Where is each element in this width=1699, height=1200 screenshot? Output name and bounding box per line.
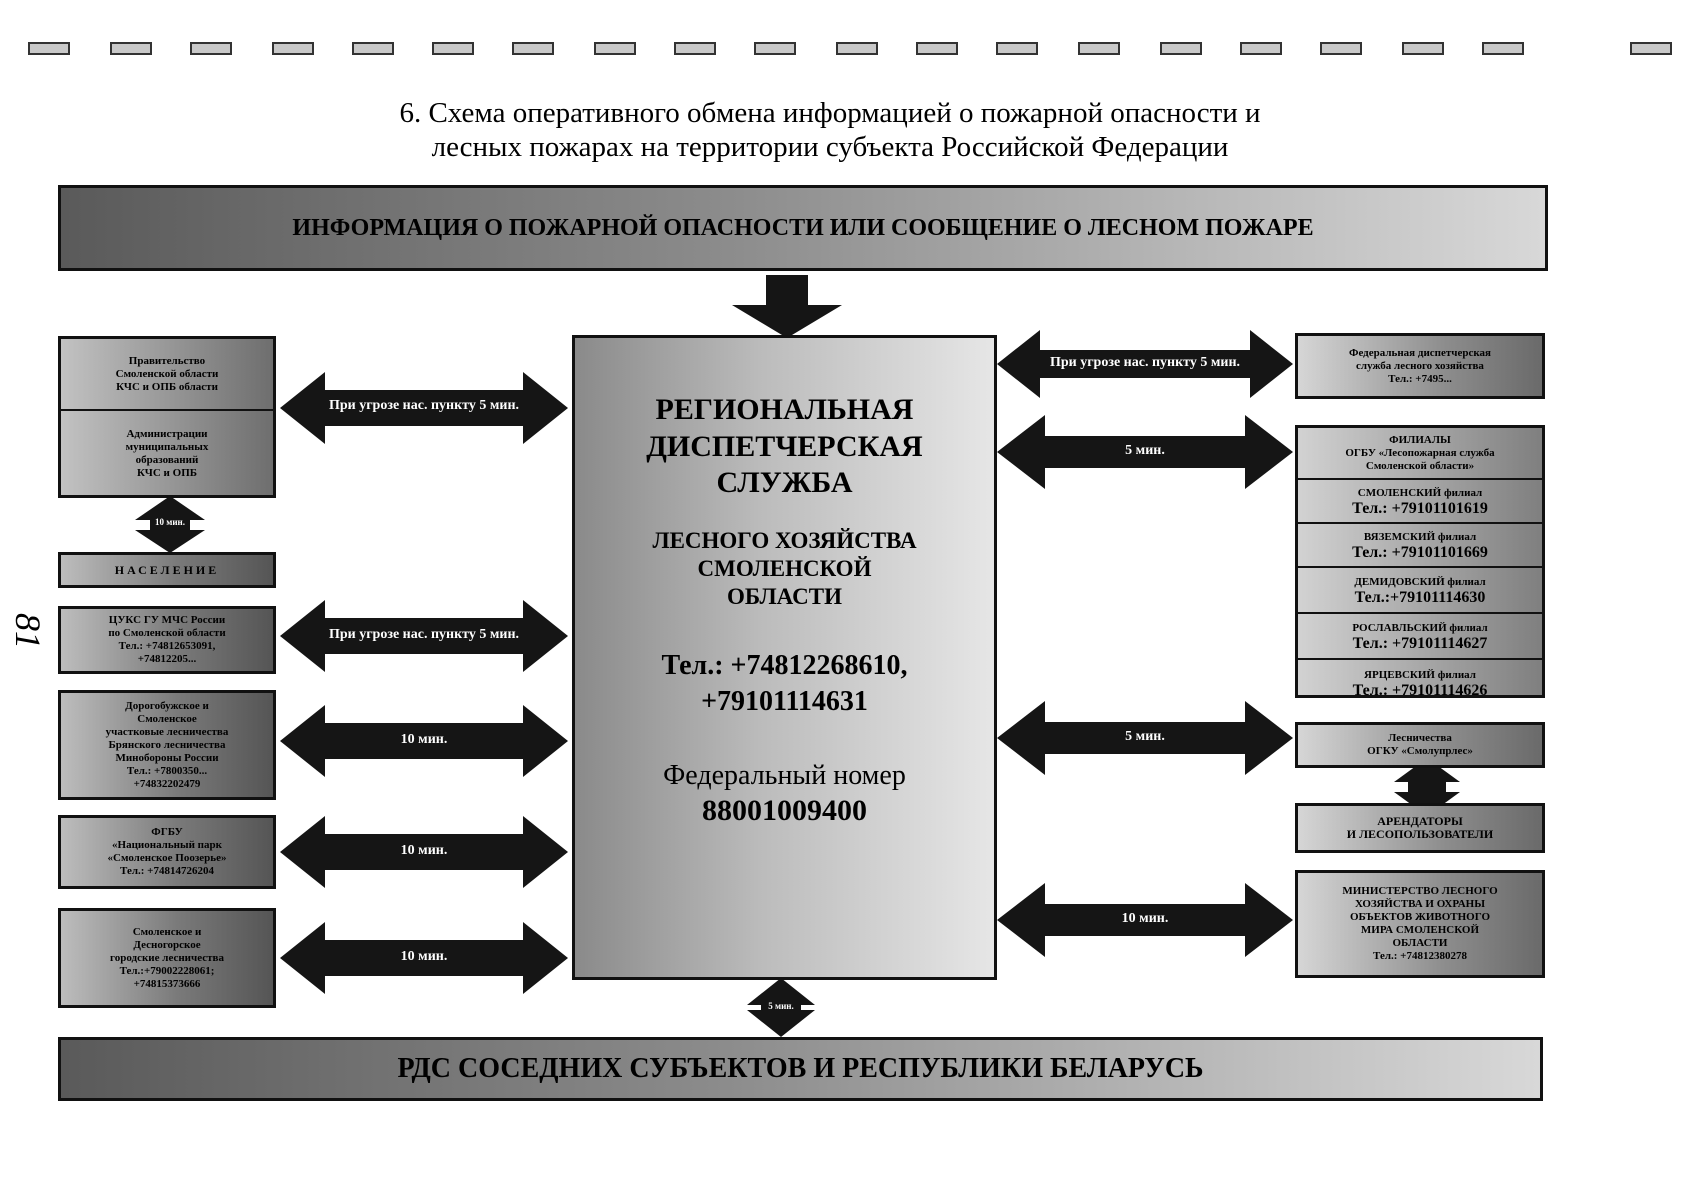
branch-demidov	[1298, 566, 1542, 612]
label-vert-population: 10 мин.	[154, 517, 185, 527]
dorogobuzh-line: Смоленское	[137, 712, 197, 725]
fgbu-line: «Национальный парк	[112, 839, 222, 851]
branch-phone: Тел.: +79101114627	[1352, 635, 1488, 652]
branch-vyazma	[1298, 522, 1542, 566]
center-federal-label: Федеральный номер	[663, 760, 906, 791]
label-left-gov: При угрозе нас. пункту 5 мин.	[328, 398, 520, 413]
branch-yartsevo	[1298, 658, 1542, 705]
center-phone-1: Тел.: +74812268610,	[661, 650, 908, 681]
city-forestry-line: Десногорское	[133, 938, 201, 951]
fgbu-line: Тел.: +74814726204	[120, 865, 214, 877]
branch-name: ВЯЗЕМСКИЙ филиал	[1363, 531, 1477, 543]
top-banner-text: ИНФОРМАЦИЯ О ПОЖАРНОЙ ОПАСНОСТИ ИЛИ СООБЩЕНИЕ О ЛЕСНОМ ПОЖАРЕ	[292, 214, 1314, 241]
label-left-fgbu: 10 мин.	[400, 843, 448, 858]
population-box	[58, 552, 276, 588]
ministry-line: ОБЛАСТИ	[1392, 937, 1448, 949]
center-federal-number: 88001009400	[702, 794, 867, 827]
center-sub-3: ОБЛАСТИ	[727, 584, 842, 609]
branches-header	[1298, 428, 1542, 478]
top-banner	[58, 185, 1548, 271]
administration-line: КЧС и ОПБ	[136, 467, 198, 479]
branch-name: ДЕМИДОВСКИЙ филиал	[1354, 576, 1486, 588]
branch-phone: Тел.:+79101114630	[1354, 589, 1486, 606]
administration-line: образований	[135, 454, 199, 466]
tsuks-line: Тел.: +74812653091,	[118, 640, 216, 652]
city-forestry-line: +74815373666	[133, 977, 201, 990]
forestry-line: ОГКУ «Смолупрлес»	[1367, 745, 1473, 757]
tsuks-line: +74812205...	[137, 653, 197, 665]
label-right-ministry: 10 мин.	[1121, 911, 1169, 926]
fgbu-line: «Смоленское Поозерье»	[107, 852, 227, 864]
government-line: Смоленской области	[115, 367, 219, 380]
title-line-1: 6. Схема оперативного обмена информацией о пожарной опасности и	[399, 97, 1261, 129]
fgbu-line: ФГБУ	[151, 826, 183, 838]
branch-phone: Тел.: +79101101619	[1352, 500, 1488, 517]
tsuks-line: ЦУКС ГУ МЧС России	[108, 614, 226, 626]
label-right-federal: При угрозе нас. пункту 5 мин.	[1049, 355, 1241, 370]
bottom-banner-text: РДС СОСЕДНИХ СУБЪЕКТОВ И РЕСПУБЛИКИ БЕЛАРУСЬ	[397, 1053, 1204, 1084]
label-left-tsuks: При угрозе нас. пункту 5 мин.	[328, 627, 520, 642]
tenants-line: И ЛЕСОПОЛЬЗОВАТЕЛИ	[1346, 827, 1494, 841]
ministry-line: ОБЪЕКТОВ ЖИВОТНОГО	[1349, 911, 1491, 923]
branch-smolensk	[1298, 478, 1542, 522]
population-label: НАСЕЛЕНИЕ	[114, 562, 220, 577]
branches-group	[1295, 425, 1545, 698]
tenants-box	[1295, 803, 1545, 853]
ministry-line: МИНИСТЕРСТВО ЛЕСНОГО	[1342, 885, 1498, 897]
center-sub-2: СМОЛЕНСКОЙ	[697, 556, 872, 581]
city-forestry-box	[58, 908, 276, 1008]
branch-name: СМОЛЕНСКИЙ филиал	[1357, 487, 1483, 499]
branch-name: РОСЛАВЛЬСКИЙ филиал	[1352, 622, 1488, 634]
dorogobuzh-line: Тел.: +7800350...	[126, 764, 208, 777]
forestry-box	[1295, 722, 1545, 768]
ministry-box	[1295, 870, 1545, 978]
center-line-2: ДИСПЕТЧЕРСКАЯ	[646, 430, 923, 463]
government-box	[61, 339, 273, 409]
tsuks-line: по Смоленской области	[108, 627, 226, 639]
regional-dispatch-box	[572, 335, 997, 980]
administration-line: муниципальных	[125, 441, 209, 453]
title-line-2: лесных пожарах на территории субъекта Российской Федерации	[431, 131, 1229, 163]
label-left-dorogobuzh: 10 мин.	[400, 732, 448, 747]
city-forestry-line: Тел.:+79002228061;	[119, 964, 215, 977]
arrow-down-top	[732, 275, 842, 338]
center-sub-1: ЛЕСНОГО ХОЗЯЙСТВА	[652, 528, 917, 553]
forestry-line: Лесничества	[1388, 732, 1452, 744]
center-line-3: СЛУЖБА	[716, 466, 853, 499]
dorogobuzh-line: Дорогобужское и	[125, 699, 209, 712]
administration-line: Администрации	[126, 428, 208, 440]
administration-box	[61, 409, 273, 497]
government-line: Правительство	[128, 354, 206, 367]
ministry-line: МИРА СМОЛЕНСКОЙ	[1360, 924, 1480, 936]
branches-header-line: ОГБУ «Лесопожарная служба	[1345, 446, 1495, 459]
dorogobuzh-line: участковые лесничества	[105, 725, 229, 738]
ministry-line: Тел.: +74812380278	[1373, 950, 1467, 962]
federal-line: Федеральная диспетчерская	[1349, 346, 1491, 359]
federal-dispatch-box	[1295, 333, 1545, 399]
tsuks-box	[58, 606, 276, 674]
branches-header-line: ФИЛИАЛЫ	[1389, 433, 1451, 446]
dorogobuzh-line: Брянского лесничества	[108, 738, 226, 751]
federal-line: Тел.: +7495...	[1388, 372, 1452, 385]
fgbu-box	[58, 815, 276, 889]
dorogobuzh-box	[58, 690, 276, 800]
dorogobuzh-line: Минобороны России	[115, 751, 219, 764]
ministry-line: ХОЗЯЙСТВА И ОХРАНЫ	[1354, 898, 1485, 910]
label-right-forestry: 5 мин.	[1125, 729, 1165, 744]
federal-line: служба лесного хозяйства	[1356, 359, 1484, 372]
branch-phone: Тел.: +79101101669	[1352, 544, 1488, 561]
label-left-city: 10 мин.	[400, 949, 448, 964]
bottom-banner	[58, 1037, 1543, 1101]
branch-phone: Тел.: +79101114626	[1352, 681, 1488, 699]
tenants-line: АРЕНДАТОРЫ	[1377, 814, 1463, 828]
city-forestry-line: Смоленское и	[132, 925, 202, 938]
margin-page-number: 81	[8, 613, 48, 649]
government-line: КЧС и ОПБ области	[116, 380, 218, 393]
center-phone-2: +79101114631	[701, 686, 868, 717]
label-right-branches: 5 мин.	[1125, 443, 1165, 458]
branches-header-line: Смоленской области»	[1365, 459, 1475, 472]
branch-roslavl	[1298, 612, 1542, 658]
dorogobuzh-line: +74832202479	[133, 777, 201, 790]
label-vert-bottom: 5 мин.	[768, 1001, 794, 1011]
branch-name: ЯРЦЕВСКИЙ филиал	[1364, 668, 1476, 681]
center-line-1: РЕГИОНАЛЬНАЯ	[655, 393, 914, 426]
government-group	[58, 336, 276, 498]
city-forestry-line: городские лесничества	[110, 951, 224, 964]
